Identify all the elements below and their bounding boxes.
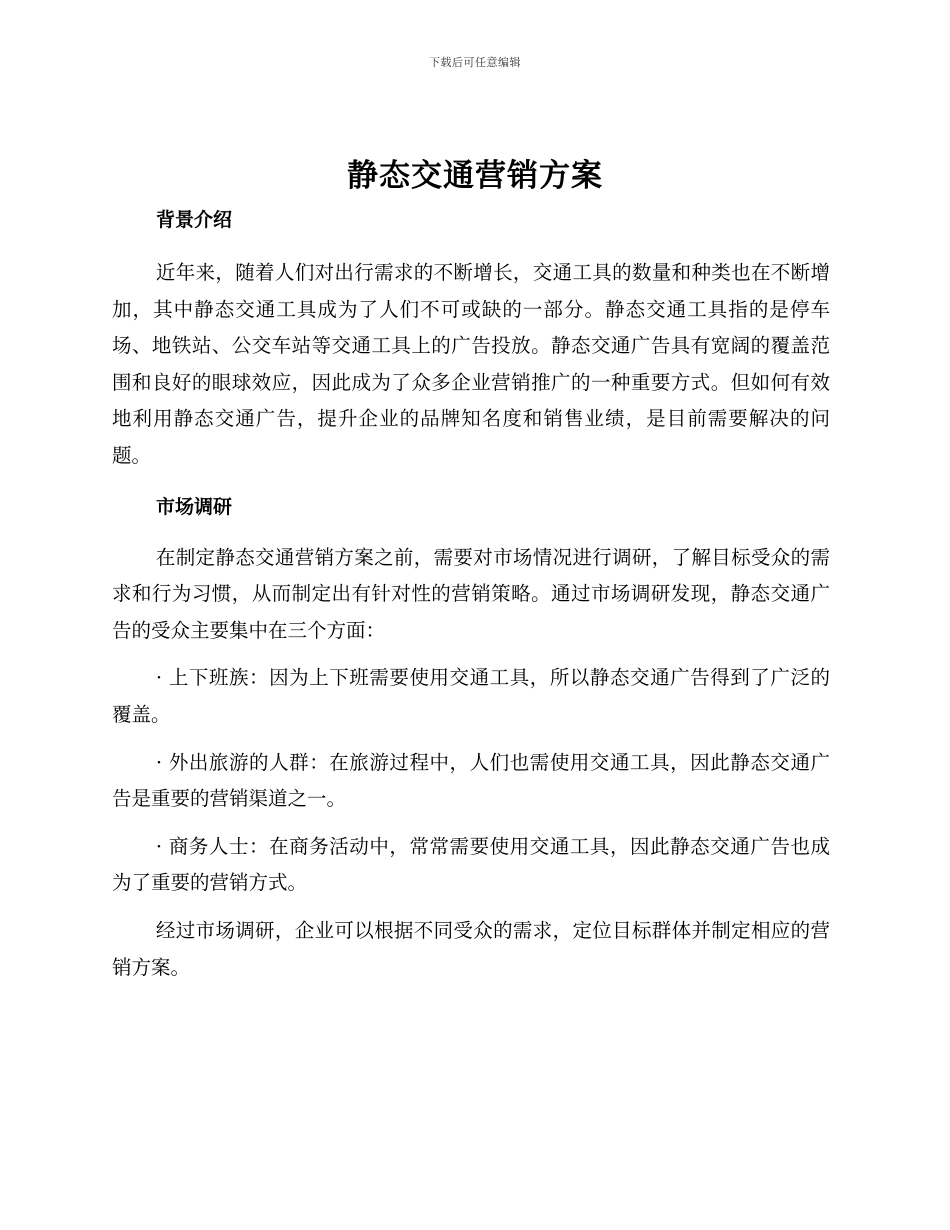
paragraph-background: 近年来，随着人们对出行需求的不断增长，交通工具的数量和种类也在不断增加，其中静态交通工具成为了人们不可或缺的一部分。静态交通工具指的是停车场、地铁站、公交车站等交通工具上的广告投放。静态交通广告具有宽阔的覆盖范围和良好的眼球效应，因此成为了众多企业营销推广的一种重要方式。但如何有效地利用静态交通广告，提升企业的品牌知名度和销售业绩，是目前需要解决的问题。 [112,261,830,467]
document-title: 静态交通营销方案 [347,158,603,194]
document-body [112,204,830,986]
bullet-item-travelers: · 外出旅游的人群：在旅游过程中，人们也需使用交通工具，因此静态交通广告是重要的营销渠道之一。 [112,750,830,811]
paragraph-market-intro: 在制定静态交通营销方案之前，需要对市场情况进行调研，了解目标受众的需求和行为习惯，从而制定出有针对性的营销策略。通过市场调研发现，静态交通广告的受众主要集中在三个方面： [112,545,830,642]
section-heading-background: 背景介绍 [156,209,233,231]
bullet-item-commuters: · 上下班族：因为上下班需要使用交通工具，所以静态交通广告得到了广泛的覆盖。 [112,666,830,726]
header-note: 下载后可任意编辑 [429,56,521,69]
bullet-item-business: · 商务人士：在商务活动中，常常需要使用交通工具，因此静态交通广告也成为了重要的营销方式。 [112,834,830,895]
paragraph-market-conclusion: 经过市场调研，企业可以根据不同受众的需求，定位目标群体并制定相应的营销方案。 [112,918,830,979]
section-heading-market-research: 市场调研 [156,495,233,518]
